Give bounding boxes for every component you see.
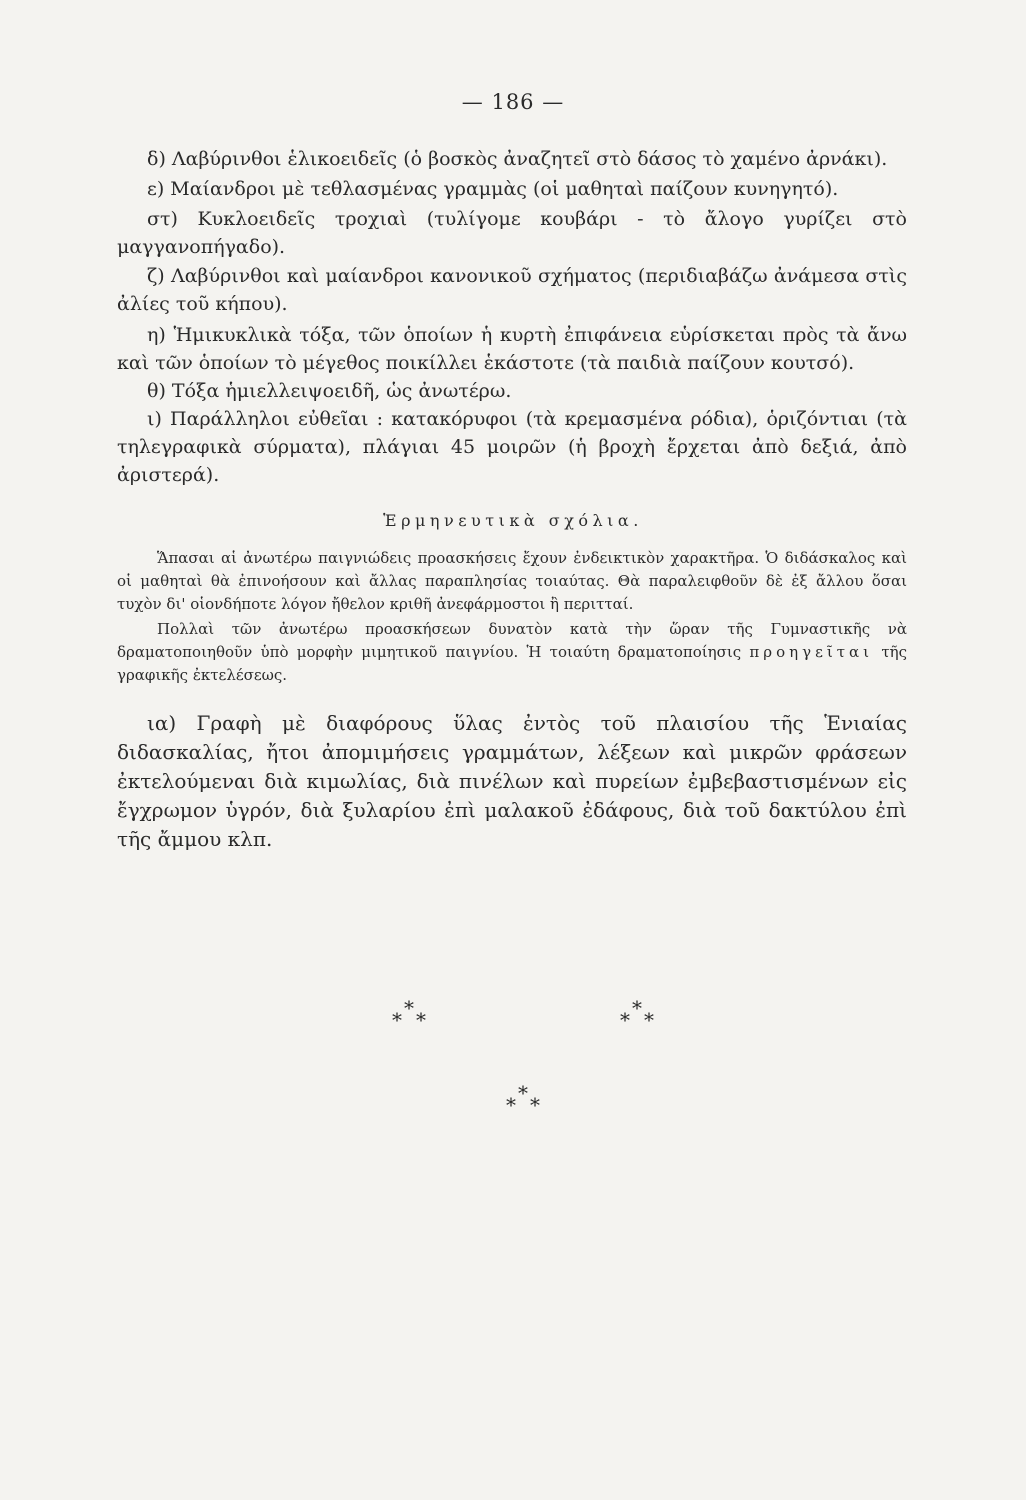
item-st	[117, 205, 907, 261]
note-paragraph-2	[117, 618, 907, 687]
item-e	[117, 175, 907, 203]
ornament-star: *	[518, 1081, 528, 1105]
note-p2-end: τῆς γραφικῆς ἐκτελέσεως.	[117, 643, 907, 684]
item-ia	[117, 709, 907, 854]
item-e-text: ε) Μαίανδροι μὲ τεθλασμένας γραμμὰς (οἱ μαθηταὶ παίζουν κυνηγητό).	[147, 178, 839, 200]
note-paragraph-1: Ἅπασαι αἱ ἀνωτέρω παιγνιώδεις προασκήσεις ἔχουν ἐνδεικτικὸν χαρακτῆρα. Ὁ διδάσκαλος καὶ οἱ μαθηταὶ θὰ ἐπινοήσουν καὶ ἄλλας παραπλησίας τοιαύτας. Θὰ παραλειφθοῦν δὲ ἐξ ἄλλου ὅσαι τυχὸν δι' οἱονδήποτε λόγον ἤθελον κριθῆ ἀνεφάρμοστοι ἢ περιτταί.	[117, 549, 907, 613]
ornament-star: *	[632, 996, 642, 1020]
section-heading: Ἑρμηνευτικὰ σχόλια.	[383, 511, 643, 530]
notes-block	[117, 547, 907, 687]
item-io-text: ι) Παράλληλοι εὐθεῖαι : κατακόρυφοι (τὰ κρεμασμένα ρόδια), ὁριζόντιαι (τὰ τηλεγραφικὰ σύρματα), πλάγιαι 45 μοιρῶν (ἡ βροχὴ ἔρχεται ἀπὸ δεξιά, ἀπὸ ἀριστερά).	[117, 408, 907, 486]
page-number: — 186 —	[461, 90, 565, 114]
ornament-star: *	[620, 1008, 630, 1032]
ornament-star: *	[644, 1008, 654, 1032]
item-i-text: η) Ἡμικυκλικὰ τόξα, τῶν ὁποίων ἡ κυρτὴ ἐπιφάνεια εὑρίσκεται πρὸς τὰ ἄνω καὶ τῶν ὁποίων τὸ μέγεθος ποικίλλει ἑκάστοτε (τὰ παιδιὰ παίζουν κουτσό).	[117, 324, 907, 374]
item-z-text: ζ) Λαβύρινθοι καὶ μαίανδροι κανονικοῦ σχήματος (περιδιαβάζω ἀνάμεσα στὶς ἀλίες τοῦ κήπου).	[117, 265, 907, 315]
item-st-text: στ) Κυκλοειδεῖς τροχιαὶ (τυλίγομε κουβάρι - τὸ ἄλογο γυρίζει στὸ μαγγανοπήγαδο).	[117, 208, 907, 258]
item-i	[117, 321, 907, 377]
ornament-star: *	[506, 1093, 516, 1117]
ornament-star: *	[392, 1008, 402, 1032]
ornament-star: *	[530, 1093, 540, 1117]
note-p2-emphasis: προηγεῖται	[749, 643, 874, 661]
item-th-text: θ) Τόξα ἡμιελλειψοειδῆ, ὡς ἀνωτέρω.	[147, 380, 512, 402]
note-p2-start: Πολλαὶ τῶν ἀνωτέρω προασκήσεων δυνατὸν κατὰ τὴν ὥραν τῆς Γυμναστικῆς νὰ δραματοποιηθοῦν ὑπὸ μορφὴν μιμητικοῦ παιγνίου. Ἡ τοιαύτη δραματοποίησις	[117, 620, 907, 661]
ornament-star: *	[404, 996, 414, 1020]
item-z	[117, 262, 907, 318]
item-ia-text: ια) Γραφὴ μὲ διαφόρους ὕλας ἐντὸς τοῦ πλαισίου τῆς Ἑνιαίας διδασκαλίας, ἤτοι ἀπομιμήσεις γραμμάτων, λέξεων καὶ μικρῶν φράσεων ἐκτελούμεναι διὰ κιμωλίας, διὰ πινέλων καὶ πυρείων ἐμβεβαστισμένων εἰς ἔγχρωμον ὑγρόν, διὰ ξυλαρίου ἐπὶ μαλακοῦ ἐδάφους, διὰ τοῦ δακτύλου ἐπὶ τῆς ἄμμου κλπ.	[117, 711, 907, 851]
ornament-star: *	[416, 1008, 426, 1032]
item-d	[117, 145, 907, 173]
item-d-text: δ) Λαβύρινθοι ἑλικοειδεῖς (ὁ βοσκὸς ἀναζητεῖ στὸ δάσος τὸ χαμένο ἀρνάκι).	[147, 148, 888, 170]
item-th	[117, 377, 907, 405]
item-io	[117, 405, 907, 489]
